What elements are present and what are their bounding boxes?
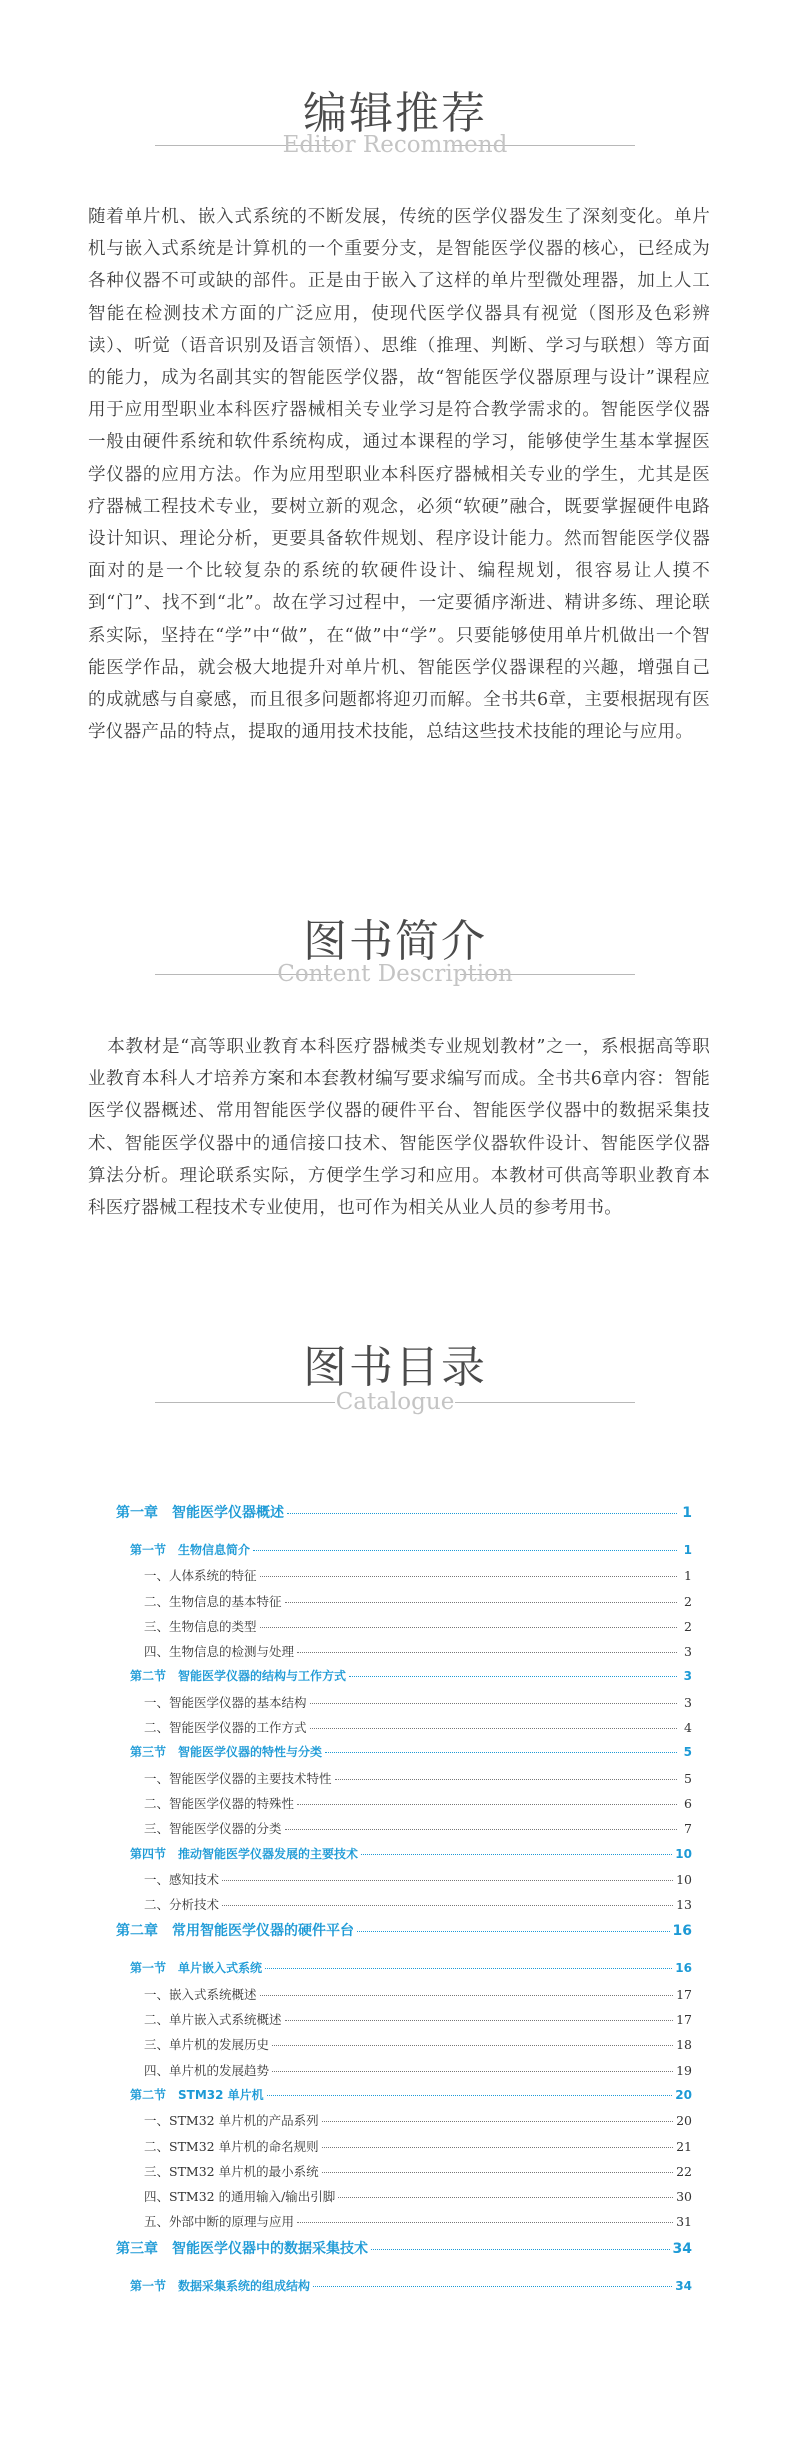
toc-chapter-entry bbox=[116, 1502, 692, 1541]
toc-entry-page: 34 bbox=[672, 2240, 692, 2257]
recommend-subtitle: Editor Recommend bbox=[282, 132, 508, 158]
toc-leader-dots bbox=[297, 1803, 677, 1805]
toc-entry-page: 18 bbox=[676, 2037, 692, 2053]
toc-item-entry bbox=[116, 1985, 692, 2010]
toc-item-entry bbox=[116, 1794, 692, 1819]
toc-entry-page: 3 bbox=[684, 1694, 692, 1710]
toc-entry-label: 第二章 常用智能医学仪器的硬件平台 bbox=[116, 1923, 354, 1940]
toc-entry-page: 22 bbox=[676, 2163, 692, 2179]
toc-chapter-entry bbox=[116, 2238, 692, 2277]
toc-item-entry bbox=[116, 2162, 692, 2187]
toc-item-entry bbox=[116, 1566, 692, 1591]
toc-entry-page: 16 bbox=[672, 1923, 692, 1940]
intro-subtitle: Content Description bbox=[277, 961, 513, 987]
toc-entry-page: 4 bbox=[684, 1720, 692, 1736]
toc-leader-dots bbox=[260, 1626, 677, 1628]
intro-header bbox=[0, 916, 790, 1000]
toc-leader-dots bbox=[297, 1651, 677, 1653]
toc-entry-label: 三、生物信息的类型 bbox=[144, 1618, 257, 1634]
toc-entry-page: 19 bbox=[676, 2062, 692, 2078]
toc-leader-dots bbox=[265, 1967, 672, 1969]
toc-entry-page: 17 bbox=[676, 2012, 692, 2028]
toc-item-entry bbox=[116, 1769, 692, 1794]
recommend-paragraph: 随着单片机、嵌入式系统的不断发展，传统的医学仪器发生了深刻变化。单片机与嵌入式系统是计算机的一个重要分支，是智能医学仪器的核心，已经成为各种仪器不可或缺的部件。正是由于嵌入了这样的单片型微处理器，加上人工智能在检测技术方面的广泛应用，使现代医学仪器具有视觉（图形及色彩辨读）、听觉（语音识别及语言领悟）、思维（推理、判断、学习与联想）等方面的能力，成为名副其实的智能医学仪器，故“智能医学仪器原理与设计”课程应用于应用型职业本科医疗器械相关专业学习是符合教学需求的。智能医学仪器一般由硬件系统和软件系统构成，通过本课程的学习，能够使学生基本掌握医学仪器的应用方法。作为应用型职业本科医疗器械相关专业的学生，尤其是医疗器械工程技术专业，要树立新的观念，必须“软硬”融合，既要掌握硬件电路设计知识、理论分析，更要具备软件规划、程序设计能力。然而智能医学仪器面对的是一个比较复杂的系统的软硬件设计、编程规划，很容易让人摸不到“门”、找不到“北”。故在学习过程中，一定要循序渐进、精讲多练、理论联系实际，坚持在“学”中“做”，在“做”中“学”。只要能够使用单片机做出一个智能医学作品，就会极大地提升对单片机、智能医学仪器课程的兴趣，增强自己的成就感与自豪感，而且很多问题都将迎刃而解。全书共6章，主要根据现有医学仪器产品的特点，提取的通用技术技能，总结这些技术技能的理论与应用。 bbox=[88, 207, 710, 743]
toc-entry-page: 3 bbox=[683, 1669, 692, 1684]
toc-entry-page: 2 bbox=[684, 1618, 692, 1634]
toc-entry-label: 四、单片机的发展趋势 bbox=[144, 2062, 270, 2078]
toc-entry-page: 6 bbox=[684, 1795, 692, 1811]
toc-entry-page: 3 bbox=[684, 1644, 692, 1660]
toc-entry-page: 13 bbox=[676, 1897, 692, 1913]
toc-item-entry bbox=[116, 2212, 692, 2237]
toc-item-entry bbox=[116, 2137, 692, 2162]
toc-chapter-entry bbox=[116, 1920, 692, 1959]
toc-section-entry bbox=[116, 1667, 692, 1692]
toc-item-entry bbox=[116, 1693, 692, 1718]
toc-leader-dots bbox=[361, 1853, 672, 1855]
toc-entry-label: 一、STM32 单片机的产品系列 bbox=[144, 2113, 319, 2129]
toc-entry-label: 一、人体系统的特征 bbox=[144, 1568, 257, 1584]
toc-entry-label: 一、嵌入式系统概述 bbox=[144, 1986, 257, 2002]
toc-entry-page: 1 bbox=[682, 1505, 692, 1521]
toc-leader-dots bbox=[222, 1879, 673, 1881]
toc-leader-dots bbox=[260, 1575, 677, 1577]
toc-leader-dots bbox=[222, 1904, 673, 1906]
toc-entry-label: 第一节 生物信息简介 bbox=[130, 1543, 251, 1557]
toc-entry-label: 三、STM32 单片机的最小系统 bbox=[144, 2163, 319, 2179]
toc-leader-dots bbox=[322, 2146, 674, 2148]
toc-entry-label: 第二节 智能医学仪器的结构与工作方式 bbox=[130, 1669, 347, 1684]
toc-entry-label: 一、感知技术 bbox=[144, 1871, 220, 1887]
toc-entry-page: 20 bbox=[675, 2087, 692, 2102]
recommend-header bbox=[0, 88, 790, 172]
toc-entry-label: 四、生物信息的检测与处理 bbox=[144, 1644, 295, 1660]
toc-entry-page: 31 bbox=[676, 2214, 692, 2230]
toc-item-entry bbox=[116, 2187, 692, 2212]
recommend-body bbox=[88, 201, 710, 748]
toc-leader-dots bbox=[267, 2094, 673, 2096]
toc-entry-label: 二、STM32 单片机的命名规则 bbox=[144, 2138, 319, 2154]
toc-entry-page: 16 bbox=[675, 1961, 692, 1976]
toc-leader-dots bbox=[310, 1702, 677, 1704]
catalogue-subtitle: Catalogue bbox=[335, 1389, 455, 1415]
toc-section-entry bbox=[116, 1845, 692, 1870]
toc-entry-label: 二、生物信息的基本特征 bbox=[144, 1593, 282, 1609]
toc-item-entry bbox=[116, 2010, 692, 2035]
toc-item-entry bbox=[116, 1895, 692, 1920]
toc-entry-page: 21 bbox=[676, 2138, 692, 2154]
toc-leader-dots bbox=[253, 1549, 677, 1551]
intro-paragraph: 本教材是“高等职业教育本科医疗器械类专业规划教材”之一，系根据高等职业教育本科人才培养方案和本套教材编写要求编写而成。全书共6章内容：智能医学仪器概述、常用智能医学仪器的硬件平台、智能医学仪器中的数据采集技术、智能医学仪器中的通信接口技术、智能医学仪器软件设计、智能医学仪器算法分析。理论联系实际，方便学生学习和应用。本教材可供高等职业教育本科医疗器械工程技术专业使用，也可作为相关从业人员的参考用书。 bbox=[88, 1037, 710, 1219]
toc-entry-page: 34 bbox=[675, 2278, 692, 2293]
toc-entry-page: 17 bbox=[676, 1986, 692, 2002]
toc-section-entry bbox=[116, 1959, 692, 1984]
toc-entry-label: 一、智能医学仪器的基本结构 bbox=[144, 1694, 307, 1710]
toc-item-entry bbox=[116, 1819, 692, 1844]
toc-entry-page: 10 bbox=[676, 1871, 692, 1887]
toc-leader-dots bbox=[325, 1751, 677, 1753]
toc-entry-page: 1 bbox=[683, 1543, 692, 1557]
toc-item-entry bbox=[116, 2061, 692, 2086]
toc-entry-label: 第三节 智能医学仪器的特性与分类 bbox=[130, 1745, 323, 1760]
toc-leader-dots bbox=[260, 1994, 674, 1996]
toc-leader-dots bbox=[287, 1512, 677, 1514]
toc-entry-label: 第一节 单片嵌入式系统 bbox=[130, 1961, 263, 1976]
toc-leader-dots bbox=[371, 2248, 670, 2250]
catalogue-header bbox=[0, 1342, 790, 1426]
toc-entry-page: 7 bbox=[684, 1821, 692, 1837]
toc-entry-label: 四、STM32 的通用输入/输出引脚 bbox=[144, 2189, 336, 2205]
toc-leader-dots bbox=[322, 2120, 674, 2122]
toc-item-entry bbox=[116, 1642, 692, 1667]
toc-leader-dots bbox=[338, 2196, 673, 2198]
toc-entry-label: 二、智能医学仪器的工作方式 bbox=[144, 1720, 307, 1736]
toc-item-entry bbox=[116, 1870, 692, 1895]
toc-entry-page: 10 bbox=[675, 1846, 692, 1861]
toc-entry-page: 5 bbox=[683, 1745, 692, 1760]
toc-leader-dots bbox=[272, 2070, 673, 2072]
toc-entry-label: 第二节 STM32 单片机 bbox=[130, 2087, 264, 2102]
toc-leader-dots bbox=[285, 1601, 677, 1603]
toc-entry-label: 二、分析技术 bbox=[144, 1897, 220, 1913]
toc-section-entry bbox=[116, 2086, 692, 2111]
toc-entry-page: 2 bbox=[684, 1593, 692, 1609]
intro-title: 图书简介 bbox=[303, 916, 487, 967]
toc-entry-label: 一、智能医学仪器的主要技术特性 bbox=[144, 1770, 332, 1786]
recommend-title: 编辑推荐 bbox=[303, 88, 487, 139]
toc-leader-dots bbox=[272, 2044, 673, 2046]
toc-entry-label: 五、外部中断的原理与应用 bbox=[144, 2214, 295, 2230]
toc-entry-label: 第一节 数据采集系统的组成结构 bbox=[130, 2278, 311, 2293]
toc-leader-dots bbox=[357, 1930, 670, 1932]
intro-body bbox=[88, 1031, 710, 1224]
toc-leader-dots bbox=[335, 1778, 677, 1780]
toc-leader-dots bbox=[313, 2285, 672, 2287]
toc-entry-page: 1 bbox=[684, 1568, 692, 1584]
toc-entry-label: 第一章 智能医学仪器概述 bbox=[116, 1505, 284, 1521]
toc-item-entry bbox=[116, 2111, 692, 2136]
toc-entry-label: 三、智能医学仪器的分类 bbox=[144, 1821, 282, 1837]
toc-leader-dots bbox=[297, 2221, 673, 2223]
toc-entry-page: 30 bbox=[676, 2189, 692, 2205]
catalogue-title: 图书目录 bbox=[303, 1342, 487, 1393]
toc-entry-label: 第四节 推动智能医学仪器发展的主要技术 bbox=[130, 1846, 359, 1861]
toc-leader-dots bbox=[310, 1727, 677, 1729]
toc-entry-label: 第三章 智能医学仪器中的数据采集技术 bbox=[116, 2240, 368, 2257]
toc-leader-dots bbox=[349, 1675, 677, 1677]
toc-section-entry bbox=[116, 2277, 692, 2302]
toc-section-entry bbox=[116, 1743, 692, 1768]
toc-item-entry bbox=[116, 1718, 692, 1743]
toc-leader-dots bbox=[285, 2019, 674, 2021]
toc-item-entry bbox=[116, 2035, 692, 2060]
toc-entry-page: 20 bbox=[676, 2113, 692, 2129]
toc-entry-label: 二、单片嵌入式系统概述 bbox=[144, 2012, 282, 2028]
toc-section-entry bbox=[116, 1541, 692, 1566]
toc-leader-dots bbox=[285, 1828, 677, 1830]
toc-entry-label: 三、单片机的发展历史 bbox=[144, 2037, 270, 2053]
toc-item-entry bbox=[116, 1617, 692, 1642]
toc-leader-dots bbox=[322, 2171, 674, 2173]
toc-entry-page: 5 bbox=[684, 1770, 692, 1786]
toc-entry-label: 二、智能医学仪器的特殊性 bbox=[144, 1795, 295, 1811]
table-of-contents bbox=[116, 1502, 692, 2302]
toc-item-entry bbox=[116, 1592, 692, 1617]
